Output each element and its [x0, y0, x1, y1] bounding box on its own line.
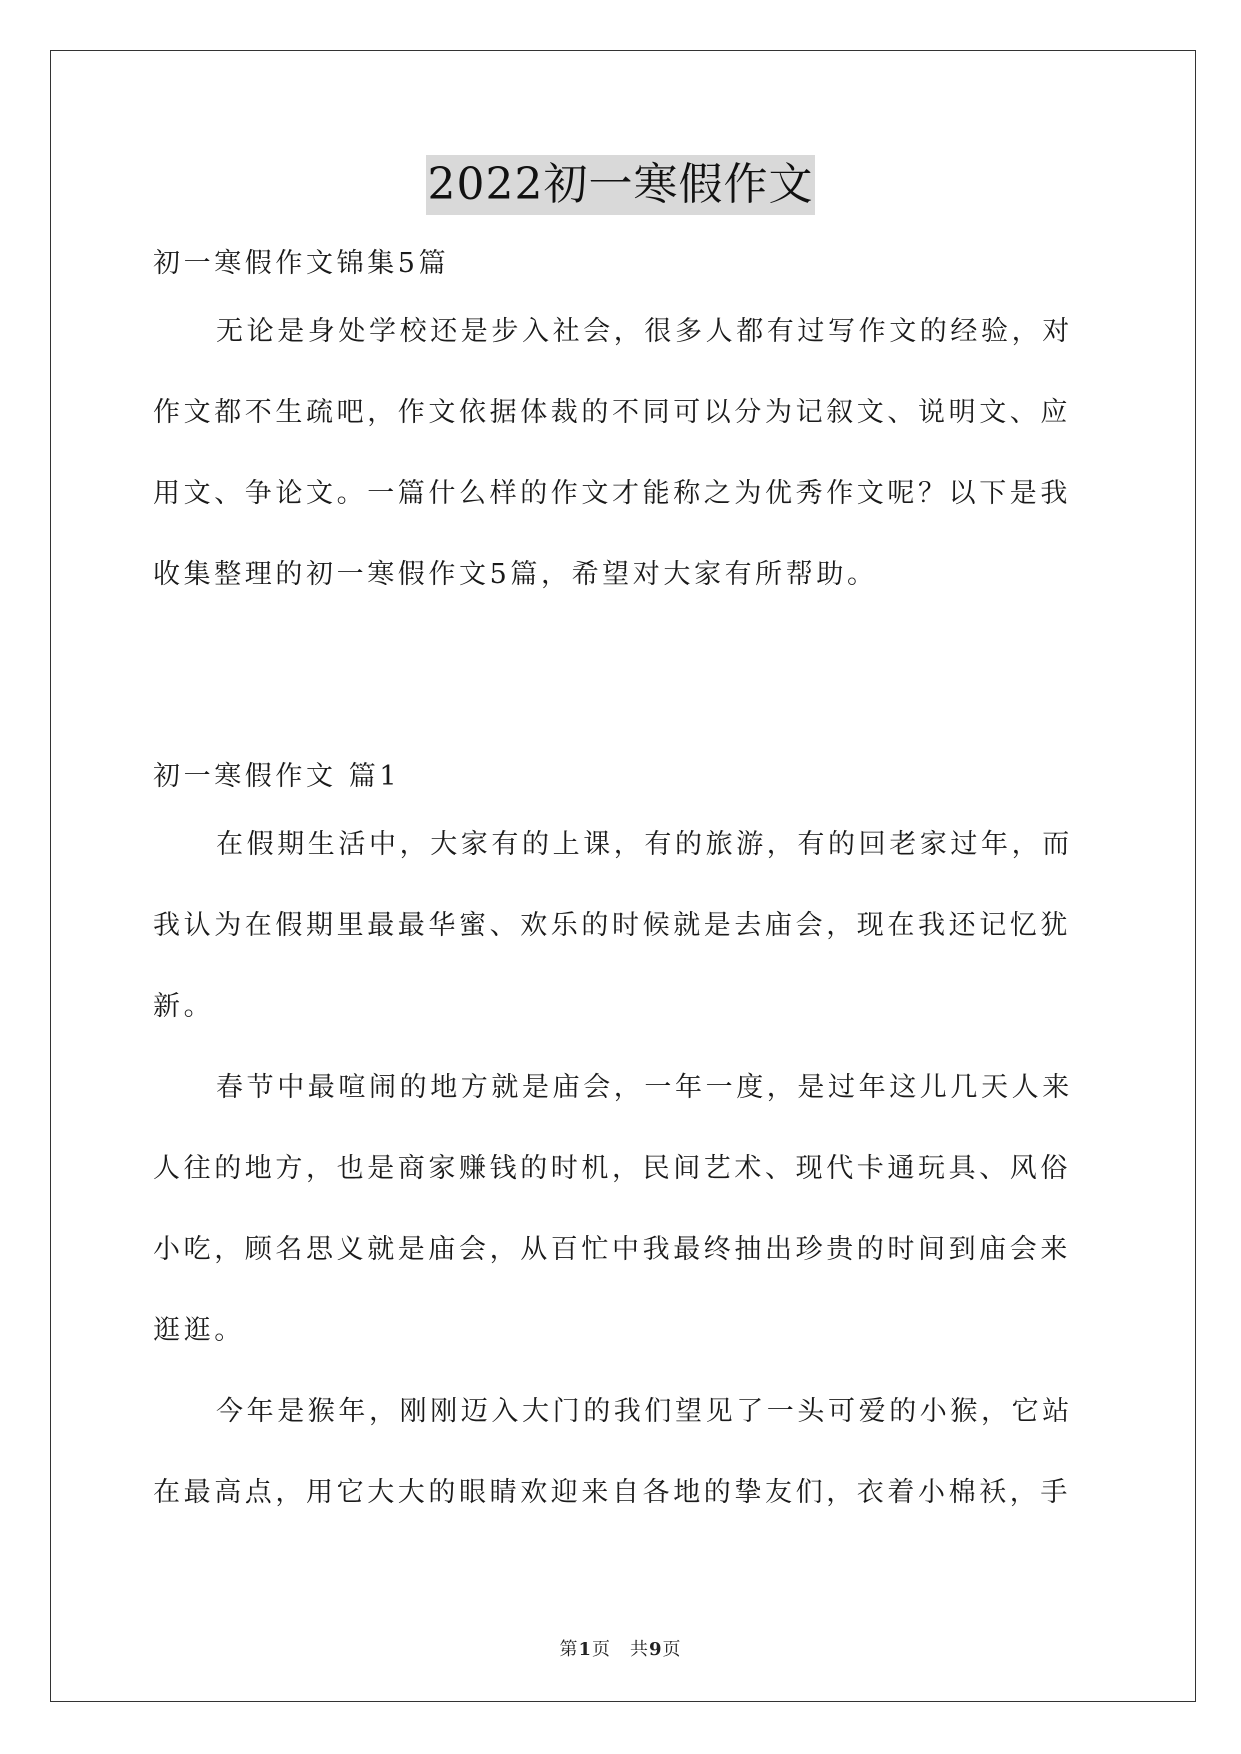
page-total: 9 [649, 1639, 663, 1660]
intro-line: 用文、争论文。一篇什么样的作文才能称之为优秀作文呢？以下是我 [153, 478, 1071, 509]
paragraph-line: 在最高点，用它大大的眼睛欢迎来自各地的挚友们，衣着小棉袄，手 [153, 1477, 1071, 1508]
page-footer [0, 1635, 1241, 1661]
paragraph-line: 新。 [153, 991, 215, 1022]
paragraph-line: 小吃，顾名思义就是庙会，从百忙中我最终抽出珍贵的时间到庙会来 [153, 1234, 1071, 1265]
document-title: 2022初一寒假作文 [426, 155, 816, 215]
paragraph-line: 今年是猴年，刚刚迈入大门的我们望见了一头可爱的小猴，它站 [216, 1396, 1073, 1427]
intro-line: 无论是身处学校还是步入社会，很多人都有过写作文的经验，对 [216, 316, 1073, 347]
paragraph-3 [153, 1371, 1098, 1533]
page-current: 1 [578, 1639, 592, 1660]
document-subtitle: 初一寒假作文锦集5篇 [153, 248, 450, 279]
paragraph-line: 人往的地方，也是商家赚钱的时机，民间艺术、现代卡通玩具、风俗 [153, 1153, 1071, 1184]
intro-line: 收集整理的初一寒假作文5篇，希望对大家有所帮助。 [153, 559, 878, 590]
paragraph-line: 逛逛。 [153, 1315, 245, 1346]
page-suffix: 页 [662, 1639, 682, 1660]
section-heading: 初一寒假作文 篇1 [153, 761, 401, 792]
paragraph-2 [153, 1047, 1098, 1371]
page-prefix: 第 [559, 1639, 579, 1660]
intro-line: 作文都不生疏吧，作文依据体裁的不同可以分为记叙文、说明文、应 [153, 397, 1071, 428]
paragraph-line: 我认为在假期里最最华蜜、欢乐的时候就是去庙会，现在我还记忆犹 [153, 910, 1071, 941]
page-mid: 页 共 [592, 1639, 649, 1660]
title-wrap [0, 155, 1241, 215]
paragraph-line: 春节中最喧闹的地方就是庙会，一年一度，是过年这儿几天人来 [216, 1072, 1073, 1103]
intro-paragraph [153, 291, 1098, 615]
paragraph-line: 在假期生活中，大家有的上课，有的旅游，有的回老家过年，而 [216, 829, 1073, 860]
paragraph-1 [153, 804, 1098, 1047]
